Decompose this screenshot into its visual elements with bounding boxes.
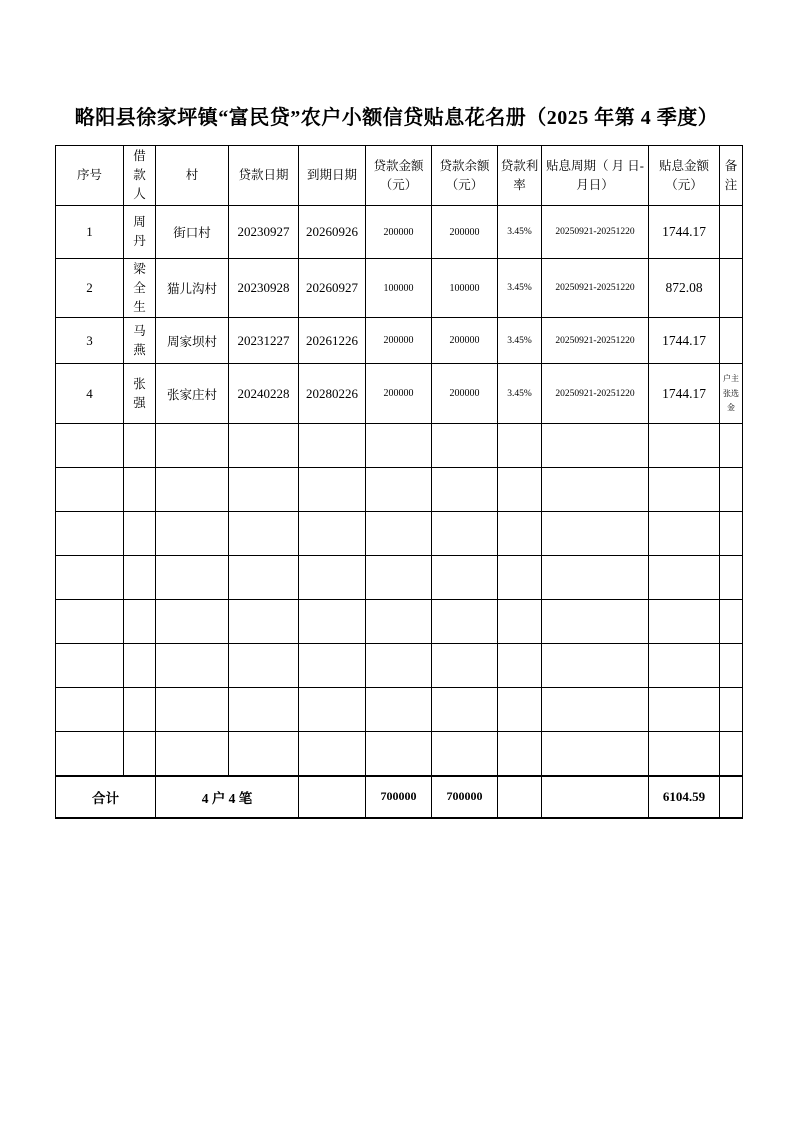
table-row [56, 259, 743, 318]
empty-cell [56, 512, 124, 556]
empty-cell [498, 688, 542, 732]
total-loan-amount: 700000 [366, 776, 432, 818]
empty-cell [299, 424, 366, 468]
empty-cell [432, 512, 498, 556]
header-seq: 序号 [56, 146, 124, 206]
cell-seq: 1 [56, 206, 124, 259]
cell-borrower [124, 364, 156, 424]
header-loan-date: 贷款日期 [229, 146, 299, 206]
empty-cell [498, 644, 542, 688]
cell-subsidy: 872.08 [649, 259, 720, 318]
empty-cell [720, 732, 743, 776]
total-empty-period [542, 776, 649, 818]
cell-village: 周家坝村 [156, 318, 229, 364]
empty-cell [542, 468, 649, 512]
borrower-name: 马燕 [133, 324, 146, 357]
empty-cell [56, 424, 124, 468]
empty-cell [299, 600, 366, 644]
cell-loan-amount: 100000 [366, 259, 432, 318]
empty-cell [156, 512, 229, 556]
empty-table-row [56, 644, 743, 688]
empty-cell [542, 556, 649, 600]
table-row [56, 206, 743, 259]
cell-remark [720, 364, 743, 424]
table-row [56, 364, 743, 424]
header-due-date: 到期日期 [299, 146, 366, 206]
cell-rate: 3.45% [498, 364, 542, 424]
cell-loan-balance: 100000 [432, 259, 498, 318]
empty-cell [229, 688, 299, 732]
empty-cell [720, 600, 743, 644]
header-rate: 贷款利率 [498, 146, 542, 206]
cell-due-date: 20261226 [299, 318, 366, 364]
cell-due-date: 20280226 [299, 364, 366, 424]
header-borrower-label: 借款人 [133, 149, 146, 201]
empty-cell [720, 468, 743, 512]
cell-seq: 2 [56, 259, 124, 318]
empty-cell [366, 644, 432, 688]
empty-table-row [56, 688, 743, 732]
empty-cell [720, 512, 743, 556]
empty-cell [56, 468, 124, 512]
total-row [56, 776, 743, 818]
total-empty-due-date [299, 776, 366, 818]
cell-loan-balance: 200000 [432, 206, 498, 259]
empty-cell [124, 688, 156, 732]
empty-table-row [56, 600, 743, 644]
header-village: 村 [156, 146, 229, 206]
empty-cell [649, 468, 720, 512]
empty-cell [498, 512, 542, 556]
empty-table-row [56, 556, 743, 600]
cell-village: 街口村 [156, 206, 229, 259]
empty-cell [156, 600, 229, 644]
borrower-name: 张强 [133, 377, 146, 410]
empty-cell [649, 424, 720, 468]
empty-cell [649, 512, 720, 556]
empty-table-row [56, 424, 743, 468]
empty-cell [542, 732, 649, 776]
table-row [56, 318, 743, 364]
cell-period: 20250921-20251220 [542, 318, 649, 364]
empty-cell [366, 512, 432, 556]
header-subsidy: 贴息金额（元） [649, 146, 720, 206]
total-count: 4 户 4 笔 [156, 776, 299, 818]
empty-cell [498, 424, 542, 468]
cell-period: 20250921-20251220 [542, 364, 649, 424]
cell-due-date: 20260926 [299, 206, 366, 259]
cell-loan-amount: 200000 [366, 364, 432, 424]
empty-cell [56, 556, 124, 600]
remark-text: 户主张选金 [723, 374, 739, 412]
empty-cell [56, 644, 124, 688]
empty-cell [720, 688, 743, 732]
empty-cell [720, 644, 743, 688]
empty-cell [432, 424, 498, 468]
empty-cell [229, 600, 299, 644]
empty-cell [542, 512, 649, 556]
total-label: 合计 [56, 776, 156, 818]
borrower-name: 周丹 [133, 215, 146, 248]
table-header-row [56, 146, 743, 206]
cell-borrower [124, 259, 156, 318]
cell-village: 张家庄村 [156, 364, 229, 424]
cell-remark [720, 318, 743, 364]
empty-cell [366, 468, 432, 512]
empty-cell [542, 600, 649, 644]
cell-subsidy: 1744.17 [649, 318, 720, 364]
empty-cell [542, 424, 649, 468]
empty-cell [124, 600, 156, 644]
cell-remark [720, 206, 743, 259]
cell-borrower [124, 318, 156, 364]
empty-cell [649, 556, 720, 600]
empty-cell [542, 644, 649, 688]
subsidy-roster-table [55, 145, 743, 819]
cell-rate: 3.45% [498, 259, 542, 318]
cell-loan-amount: 200000 [366, 318, 432, 364]
empty-cell [720, 424, 743, 468]
empty-cell [649, 644, 720, 688]
total-subsidy: 6104.59 [649, 776, 720, 818]
empty-cell [124, 468, 156, 512]
cell-loan-date: 20240228 [229, 364, 299, 424]
cell-period: 20250921-20251220 [542, 259, 649, 318]
empty-cell [649, 600, 720, 644]
empty-cell [156, 688, 229, 732]
cell-loan-balance: 200000 [432, 364, 498, 424]
header-borrower [124, 146, 156, 206]
cell-village: 猫儿沟村 [156, 259, 229, 318]
empty-cell [366, 424, 432, 468]
empty-cell [498, 732, 542, 776]
empty-cell [156, 424, 229, 468]
empty-cell [299, 512, 366, 556]
empty-cell [432, 644, 498, 688]
cell-borrower [124, 206, 156, 259]
empty-cell [124, 644, 156, 688]
empty-table-row [56, 512, 743, 556]
empty-cell [432, 688, 498, 732]
header-loan-amount: 贷款金额（元） [366, 146, 432, 206]
header-remark [720, 146, 743, 206]
empty-cell [229, 644, 299, 688]
total-empty-remark [720, 776, 743, 818]
cell-seq: 3 [56, 318, 124, 364]
cell-loan-balance: 200000 [432, 318, 498, 364]
empty-cell [542, 688, 649, 732]
empty-cell [56, 732, 124, 776]
empty-cell [229, 732, 299, 776]
empty-cell [156, 468, 229, 512]
empty-cell [649, 732, 720, 776]
empty-cell [432, 600, 498, 644]
empty-cell [432, 732, 498, 776]
empty-table-row [56, 468, 743, 512]
empty-cell [299, 468, 366, 512]
empty-cell [156, 732, 229, 776]
borrower-name: 梁全生 [133, 262, 146, 314]
cell-seq: 4 [56, 364, 124, 424]
empty-cell [432, 556, 498, 600]
header-period: 贴息周期（ 月 日-月日） [542, 146, 649, 206]
empty-cell [649, 688, 720, 732]
cell-loan-amount: 200000 [366, 206, 432, 259]
cell-rate: 3.45% [498, 318, 542, 364]
cell-period: 20250921-20251220 [542, 206, 649, 259]
empty-table-row [56, 732, 743, 776]
empty-cell [124, 512, 156, 556]
empty-cell [299, 644, 366, 688]
empty-cell [720, 556, 743, 600]
empty-cell [156, 556, 229, 600]
empty-cell [432, 468, 498, 512]
empty-cell [56, 600, 124, 644]
cell-rate: 3.45% [498, 206, 542, 259]
empty-cell [124, 732, 156, 776]
header-loan-balance: 贷款余额（元） [432, 146, 498, 206]
total-empty-rate [498, 776, 542, 818]
empty-cell [299, 556, 366, 600]
total-loan-balance: 700000 [432, 776, 498, 818]
empty-cell [124, 556, 156, 600]
empty-cell [124, 424, 156, 468]
empty-cell [229, 556, 299, 600]
empty-cell [156, 644, 229, 688]
empty-cell [229, 424, 299, 468]
header-remark-label: 备注 [724, 158, 738, 192]
empty-cell [366, 732, 432, 776]
cell-loan-date: 20230927 [229, 206, 299, 259]
empty-cell [498, 468, 542, 512]
empty-cell [299, 732, 366, 776]
empty-cell [299, 688, 366, 732]
cell-subsidy: 1744.17 [649, 206, 720, 259]
empty-cell [366, 688, 432, 732]
empty-cell [498, 600, 542, 644]
cell-loan-date: 20231227 [229, 318, 299, 364]
cell-due-date: 20260927 [299, 259, 366, 318]
empty-cell [498, 556, 542, 600]
empty-cell [366, 600, 432, 644]
empty-cell [229, 512, 299, 556]
cell-subsidy: 1744.17 [649, 364, 720, 424]
cell-loan-date: 20230928 [229, 259, 299, 318]
empty-cell [366, 556, 432, 600]
empty-cell [56, 688, 124, 732]
cell-remark [720, 259, 743, 318]
page-title: 略阳县徐家坪镇“富民贷”农户小额信贷贴息花名册（2025 年第 4 季度） [74, 107, 719, 129]
empty-cell [229, 468, 299, 512]
